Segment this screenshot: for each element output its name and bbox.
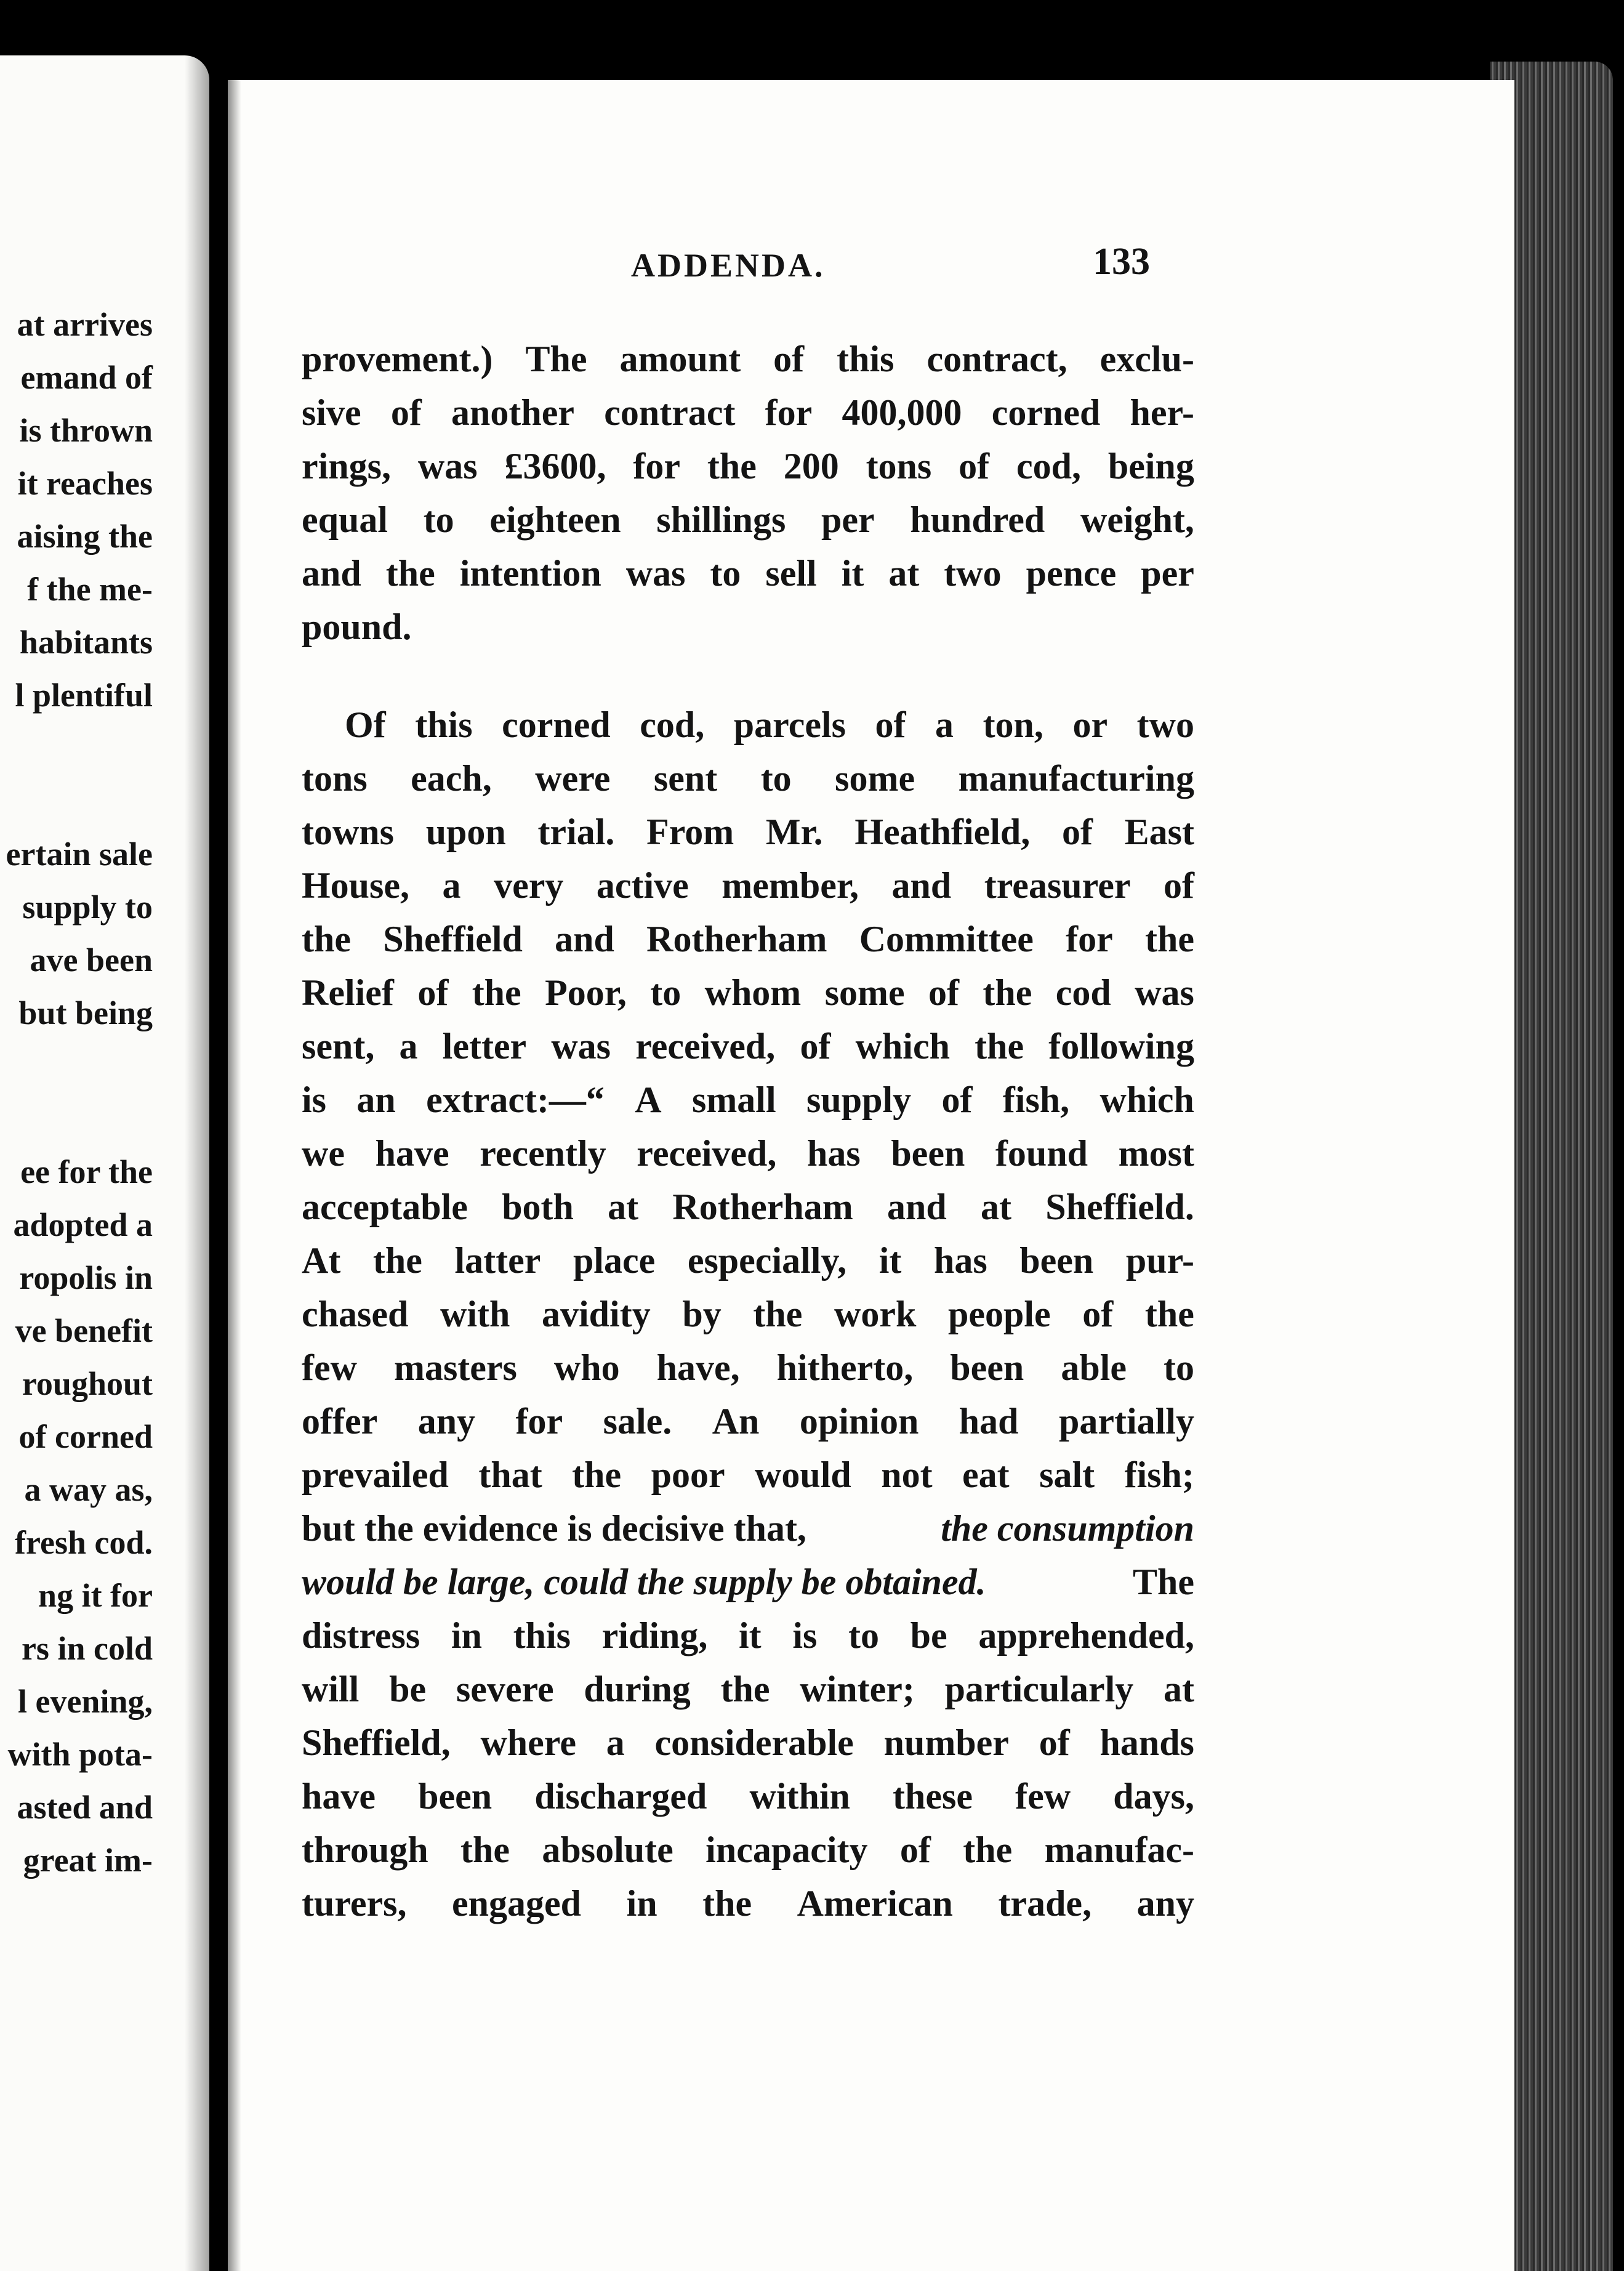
text-line: offer any for sale. An opinion had partially xyxy=(302,1401,1194,1442)
text-line: At the latter place especially, it has been pur- xyxy=(302,1240,1194,1281)
previous-page-line: is thrown xyxy=(19,412,153,449)
previous-page-line: f the me- xyxy=(27,571,153,608)
body-text xyxy=(302,333,1194,1930)
previous-page-line: ave been xyxy=(30,942,153,978)
previous-page-line: emand of xyxy=(20,359,153,396)
previous-page-line: asted and xyxy=(17,1789,153,1826)
previous-page-line: ng it for xyxy=(38,1577,153,1614)
text-line: Of this corned cod, parcels of a ton, or two xyxy=(345,704,1194,745)
text-line: tons each, were sent to some manufacturing xyxy=(302,758,1194,799)
text-line: and the intention was to sell it at two pence per xyxy=(302,553,1194,594)
text-line: chased with avidity by the work people of the xyxy=(302,1294,1194,1334)
text-run: but the evidence is decisive that, xyxy=(302,1508,806,1549)
text-line: turers, engaged in the American trade, any xyxy=(302,1883,1194,1924)
text-line xyxy=(302,1555,1194,1609)
previous-page-line: l evening, xyxy=(17,1683,153,1720)
text-line: have been discharged within these few days, xyxy=(302,1776,1194,1817)
text-line: Sheffield, where a considerable number of hands xyxy=(302,1722,1194,1763)
text-line: provement.) The amount of this contract, exclu- xyxy=(302,339,1194,379)
previous-page-line: ertain sale xyxy=(6,836,153,873)
page-binding-shadow xyxy=(228,80,241,2271)
previous-page-line: roughout xyxy=(22,1365,153,1402)
previous-page-fragment xyxy=(0,55,209,2271)
previous-page-line: adopted a xyxy=(13,1206,153,1243)
text-line: is an extract:—“ A small supply of fish, which xyxy=(302,1079,1194,1120)
previous-page-line: at arrives xyxy=(17,306,153,343)
text-line: the Sheffield and Rotherham Committee for the xyxy=(302,919,1194,959)
text-line: sive of another contract for 400,000 corned her- xyxy=(302,392,1194,433)
previous-page-line: it reaches xyxy=(17,465,153,502)
text-line: pound. xyxy=(302,607,412,647)
text-line: equal to eighteen shillings per hundred weight, xyxy=(302,499,1194,540)
previous-page-line: habitants xyxy=(19,624,153,661)
text-line: Relief of the Poor, to whom some of the cod was xyxy=(302,972,1194,1013)
running-head: ADDENDA. xyxy=(631,247,826,284)
previous-page-line: ee for the xyxy=(20,1153,153,1190)
text-line xyxy=(302,1502,1194,1555)
previous-page-line: rs in cold xyxy=(21,1630,153,1667)
previous-page-line: of corned xyxy=(18,1418,153,1455)
text-line: few masters who have, hitherto, been able to xyxy=(302,1347,1194,1388)
previous-page-line: supply to xyxy=(22,889,153,926)
previous-page-line: fresh cod. xyxy=(15,1524,153,1561)
previous-page-line: ropolis in xyxy=(19,1259,153,1296)
previous-page-line: l plentiful xyxy=(15,677,153,714)
italic-text-run: the consumption xyxy=(941,1508,1194,1549)
text-line: will be severe during the winter; particularly at xyxy=(302,1669,1194,1709)
text-line: we have recently received, has been found most xyxy=(302,1133,1194,1174)
text-line: sent, a letter was received, of which the following xyxy=(302,1026,1194,1067)
text-line: towns upon trial. From Mr. Heathfield, of East xyxy=(302,812,1194,852)
italic-text-run: would be large, could the supply be obtained. xyxy=(302,1562,986,1602)
text-line: through the absolute incapacity of the manufac- xyxy=(302,1829,1194,1870)
page-number: 133 xyxy=(1093,241,1150,283)
paragraph xyxy=(302,333,1194,654)
previous-page-line: with pota- xyxy=(7,1736,153,1773)
previous-page-line: great im- xyxy=(23,1842,153,1879)
previous-page-line: ve benefit xyxy=(15,1312,153,1349)
paragraph xyxy=(302,698,1194,1502)
text-line: prevailed that the poor would not eat salt fish; xyxy=(302,1454,1194,1495)
text-line: rings, was £3600, for the 200 tons of cod, being xyxy=(302,446,1194,486)
text-line: House, a very active member, and treasurer of xyxy=(302,865,1194,906)
paragraph-continuation xyxy=(302,1609,1194,1930)
previous-page-line: aising the xyxy=(17,518,153,555)
previous-page-line: but being xyxy=(18,994,153,1031)
gutter-shadow xyxy=(185,55,209,2271)
text-line: distress in this riding, it is to be apprehended, xyxy=(302,1615,1194,1656)
previous-page-line: a way as, xyxy=(24,1471,153,1508)
text-line: acceptable both at Rotherham and at Sheffield. xyxy=(302,1187,1194,1227)
text-run: The xyxy=(1132,1562,1194,1602)
